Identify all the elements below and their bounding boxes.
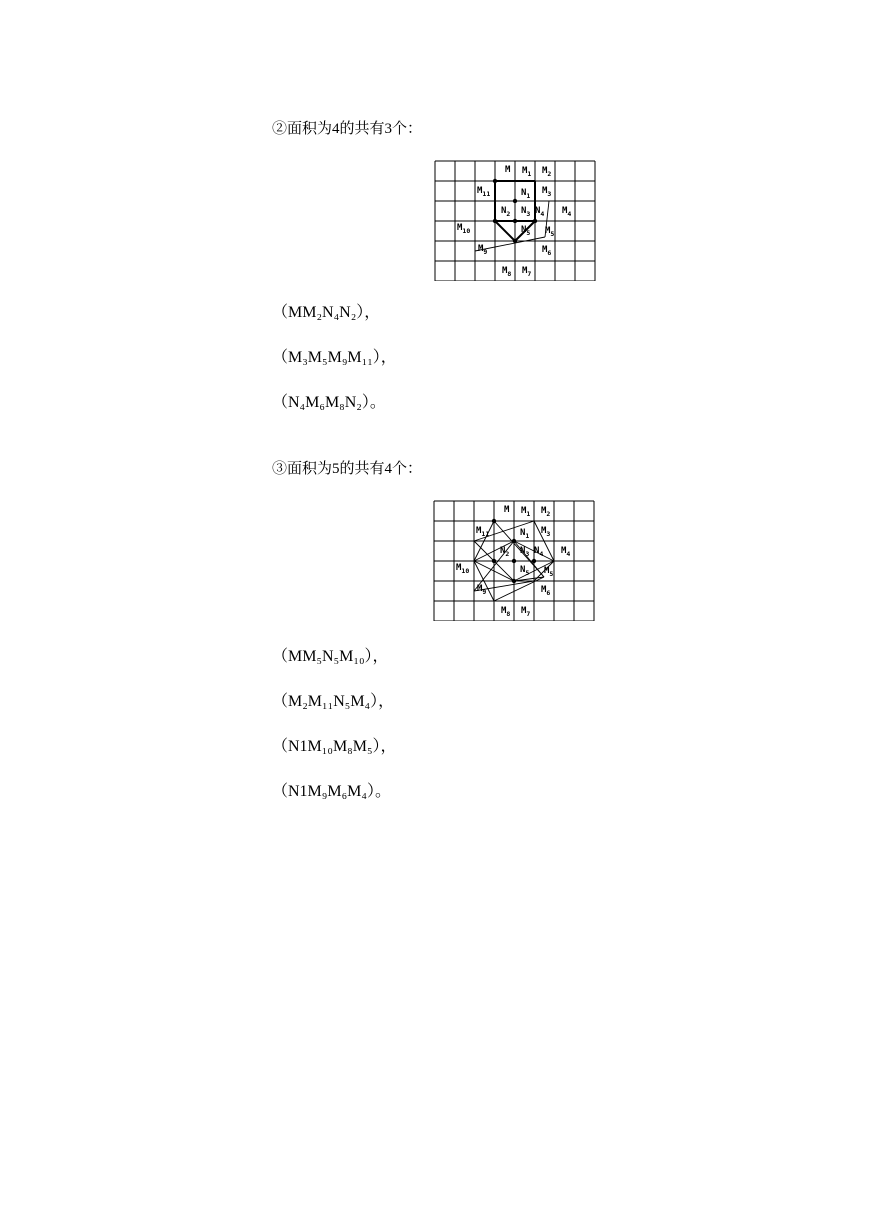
point-dot-m	[493, 179, 497, 183]
point-dot-n5	[512, 579, 516, 583]
point-label-m11: $M_{11}$	[477, 186, 491, 198]
point-dot-n1	[513, 199, 517, 203]
answer-area5-2: （M₂M₁₁N₅M₄），	[272, 693, 395, 710]
point-label-m10: $M_{10}$	[456, 563, 470, 575]
answer-area5-3: （N1M₁₀M₈M₅），	[272, 738, 397, 755]
point-label-m6: $M_6$	[542, 245, 552, 257]
grid-figure-area-5	[433, 500, 597, 621]
point-label-m5: $M_5$	[545, 226, 555, 238]
section-3-heading: ③面积为5的共有4个：	[272, 461, 423, 477]
point-label-m8: $M_8$	[502, 266, 512, 278]
point-label-m: M	[505, 165, 511, 175]
point-label-n3: $N_3$	[520, 546, 530, 558]
point-dot-n4	[533, 219, 537, 223]
point-label-m8: $M_8$	[501, 606, 511, 618]
point-label-m4: $M_4$	[561, 546, 571, 558]
point-label-m3: $M_3$	[541, 526, 551, 538]
point-label-m4: $M_4$	[562, 206, 572, 218]
answer-area5-4: （N1M₉M₆M₄）。	[272, 783, 391, 800]
point-dot-m	[492, 519, 496, 523]
point-label-m10: $M_{10}$	[457, 223, 471, 235]
answer-area4-2: （M₃M₅M₉M₁₁），	[272, 349, 397, 366]
point-label-n1: $N_1$	[520, 528, 530, 540]
grid-figure-area-4	[434, 160, 598, 281]
point-label-n2: $N_2$	[501, 206, 511, 218]
point-label-m7: $M_7$	[521, 606, 531, 618]
point-label-n3: $N_3$	[521, 206, 531, 218]
point-label-m11: $M_{11}$	[476, 526, 490, 538]
point-label-m9: $M_9$	[478, 244, 488, 256]
point-label-n1: $N_1$	[521, 188, 531, 200]
point-dot-n4	[532, 559, 536, 563]
point-label-n5: $N_5$	[520, 565, 530, 577]
point-label-m6: $M_6$	[541, 585, 551, 597]
point-label-n2: $N_2$	[500, 546, 510, 558]
point-label-n5: $N_5$	[521, 225, 531, 237]
section-2-heading: ②面积为4的共有3个：	[272, 121, 423, 137]
point-label-m1: $M_1$	[522, 166, 532, 178]
point-label-m: M	[504, 505, 510, 515]
answer-area4-1: （MM₂N₄N₂），	[272, 304, 381, 321]
point-dot-n2	[493, 219, 497, 223]
point-dot-n5	[513, 239, 517, 243]
point-label-m9: $M_9$	[477, 584, 487, 596]
answer-area4-3: （N₄M₆M₈N₂）。	[272, 394, 386, 411]
point-dot-n1	[512, 539, 516, 543]
answer-area5-1: （MM₅N₅M₁₀），	[272, 648, 389, 665]
point-label-m2: $M_2$	[541, 506, 551, 518]
point-label-m1: $M_1$	[521, 506, 531, 518]
point-label-n4: $N_4$	[534, 546, 544, 558]
point-dot-n3	[513, 219, 517, 223]
point-label-m5: $M_5$	[544, 566, 554, 578]
point-dot-n2	[492, 559, 496, 563]
point-label-m2: $M_2$	[542, 166, 552, 178]
point-dot-n3	[512, 559, 516, 563]
point-label-n4: $N_4$	[535, 206, 545, 218]
point-label-m7: $M_7$	[522, 266, 532, 278]
point-label-m3: $M_3$	[542, 186, 552, 198]
segment-n2-n5	[495, 221, 515, 241]
